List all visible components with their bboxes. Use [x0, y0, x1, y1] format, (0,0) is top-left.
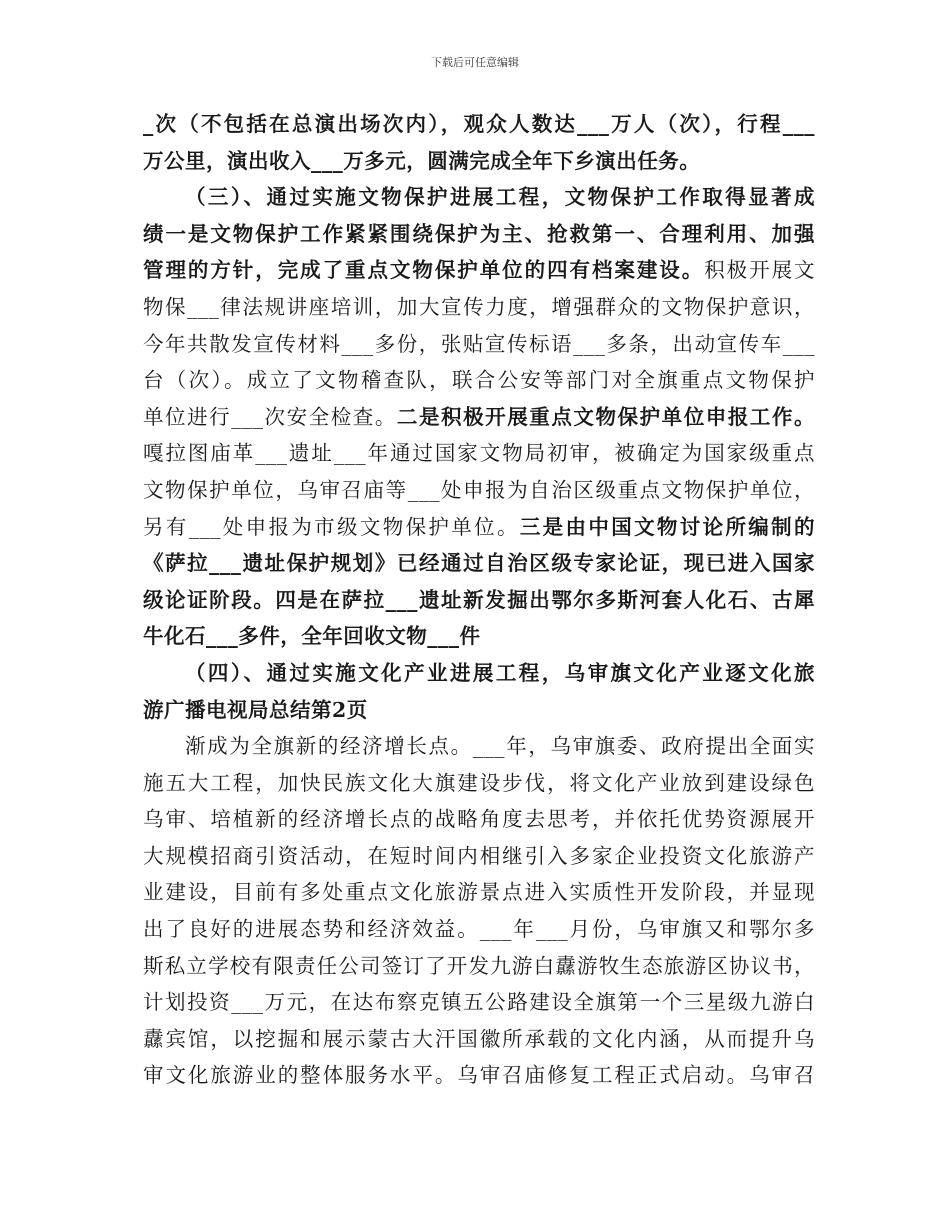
body-text: 审文化旅游业的整体服务水平。乌审召庙修复工程正式启动。乌审召: [143, 1063, 815, 1088]
text-line: [143, 911, 815, 948]
body-text: 文物保护单位，乌审召庙等___处申报为自治区级重点文物保护单位，: [143, 477, 815, 502]
text-line: [143, 984, 815, 1021]
text-line: [143, 692, 815, 729]
text-line: [143, 801, 815, 838]
text-line: [143, 1021, 815, 1058]
bold-text: （三）、通过实施文物保护进展工程，文物保护工作取得显著成: [185, 185, 815, 210]
text-line: [143, 216, 815, 253]
body-text: 乌审、培植新的经济增长点的战略角度去思考，并依托优势资源展开: [143, 807, 815, 832]
body-text: 单位进行___次安全检查。: [143, 404, 397, 429]
body-text: 另有___处申报为市级文物保护单位。: [143, 514, 520, 539]
body-text: 今年共散发宣传材料___多份，张贴宣传标语___多条，出动宣传车___: [143, 331, 815, 356]
text-line: [143, 289, 815, 326]
text-line: [143, 765, 815, 802]
bold-text: 游广播电视局总结第2页: [143, 697, 368, 722]
body-text: 渐成为全旗新的经济增长点。___年，乌审旗委、政府提出全面实: [185, 734, 815, 759]
bold-text: _次（不包括在总演出场次内），观众人数达___万人（次），行程___: [143, 112, 815, 136]
body-text: 业建设，目前有多处重点文化旅游景点进入实质性开发阶段，并显现: [143, 880, 815, 905]
bold-text: 牛化石___多件，全年回收文物___件: [143, 624, 481, 649]
body-text: 斯私立学校有限责任公司签订了开发九游白纛游牧生态旅游区协议书，: [143, 953, 815, 978]
text-line: [143, 252, 815, 289]
body-text: 台（次）。成立了文物稽查队，联合公安等部门对全旗重点文物保护: [143, 368, 815, 393]
text-line: [143, 582, 815, 619]
text-line: [143, 143, 815, 180]
bold-text: 万公里，演出收入___万多元，圆满完成全年下乡演出任务。: [143, 148, 701, 173]
text-line: [143, 362, 815, 399]
text-line: [143, 326, 815, 363]
bold-text: 三是由中国文物讨论所编制的: [519, 514, 816, 539]
bold-text: 级论证阶段。四是在萨拉___遗址新发掘出鄂尔多斯河套人化石、古犀: [143, 587, 815, 612]
text-line: [143, 179, 815, 216]
text-line: [143, 545, 815, 582]
body-text: 计划投资___万元，在达布察克镇五公路建设全旗第一个三星级九游白: [143, 990, 815, 1015]
body-text: 大规模招商引资活动，在短时间内相继引入多家企业投资文化旅游产: [143, 843, 815, 868]
page-header: 下载后可任意编辑: [431, 56, 519, 69]
body-text: 纛宾馆，以挖掘和展示蒙古大汗国徽所承载的文化内涵，从而提升乌: [143, 1026, 815, 1051]
body-text: 积极开展文: [704, 258, 816, 283]
text-line: [143, 655, 815, 692]
bold-text: 二是积极开展重点文物保护单位申报工作。: [396, 404, 816, 429]
text-line: [143, 838, 815, 875]
text-line: [143, 106, 815, 143]
text-line: [143, 1057, 815, 1094]
bold-text: 管理的方针，完成了重点文物保护单位的四有档案建设。: [143, 258, 705, 283]
body-text: 物保___律法规讲座培训，加大宣传力度，增强群众的文物保护意识，: [143, 294, 815, 319]
body-text: 嘎拉图庙革___遗址___年通过国家文物局初审，被确定为国家级重点: [143, 441, 815, 466]
text-line: [143, 874, 815, 911]
text-line: [143, 399, 815, 436]
text-line: [143, 618, 815, 655]
bold-text: （四）、通过实施文化产业进展工程，乌审旗文化产业逐文化旅: [185, 660, 815, 685]
text-line: [143, 509, 815, 546]
text-line: [143, 948, 815, 985]
text-line: [143, 435, 815, 472]
body-text: 施五大工程，加快民族文化大旗建设步伐，将文化产业放到建设绿色: [143, 770, 815, 795]
text-line: [143, 472, 815, 509]
bold-text: 《萨拉___遗址保护规划》已经通过自治区级专家论证，现已进入国家: [143, 551, 815, 576]
text-line: [143, 728, 815, 765]
bold-text: 绩一是文物保护工作紧紧围绕保护为主、抢救第一、合理利用、加强: [143, 221, 815, 246]
body-text: 出了良好的进展态势和经济效益。___年___月份，乌审旗又和鄂尔多: [143, 917, 815, 942]
document-body: [143, 106, 815, 1094]
